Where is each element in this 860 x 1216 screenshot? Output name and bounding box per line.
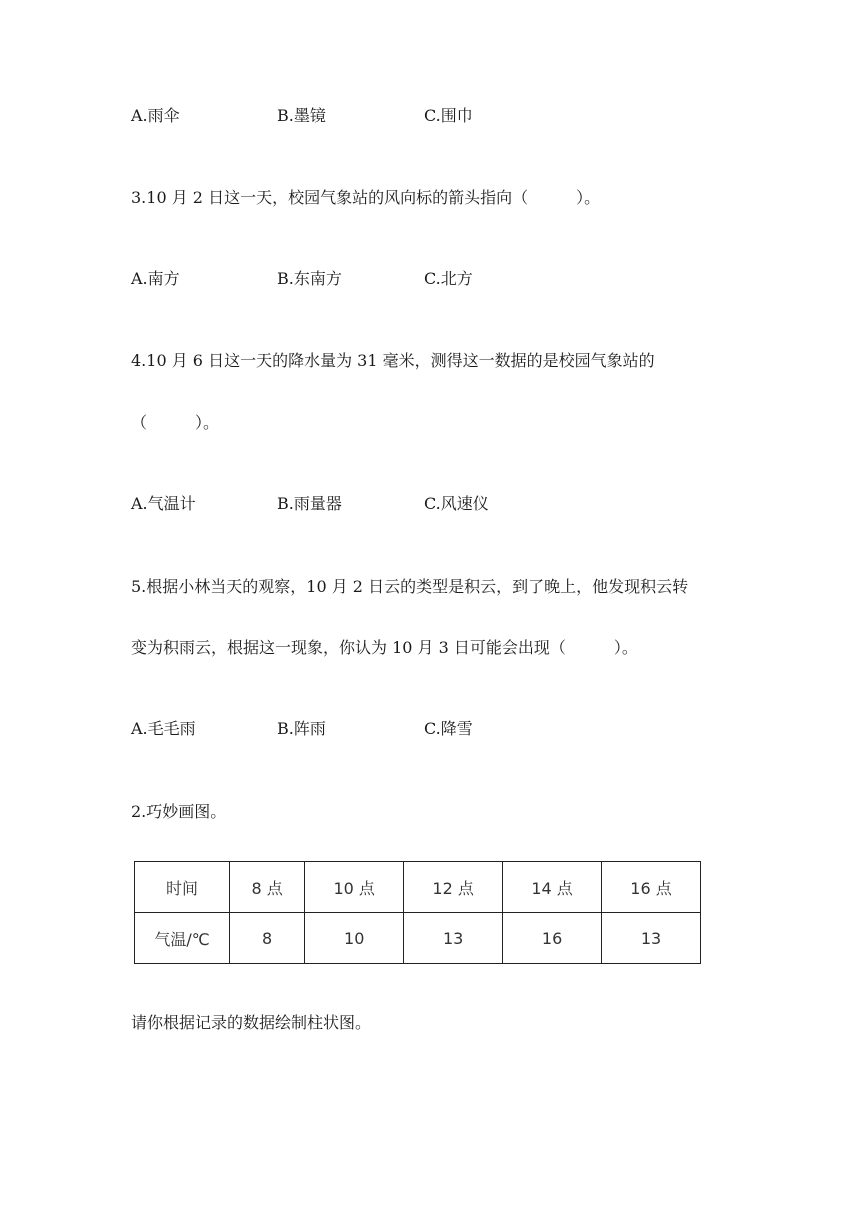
table-cell-time: 12 点 — [404, 862, 503, 913]
temperature-table — [134, 861, 701, 964]
q4-stem-line2: （ ）。 — [131, 413, 220, 432]
table-cell-time: 16 点 — [602, 862, 701, 913]
q4-stem-line1: 4.10 月 6 日这一天的降水量为 31 毫米，测得这一数据的是校园气象站的 — [131, 351, 655, 370]
table-header-temperature: 气温/℃ — [135, 913, 230, 964]
q2-option-a: A.雨伞 — [131, 106, 180, 125]
q3-option-b: B.东南方 — [277, 269, 342, 288]
q5-stem-line1: 5.根据小林当天的观察，10 月 2 日云的类型是积云，到了晚上，他发现积云转 — [131, 577, 689, 596]
table-header-time: 时间 — [135, 862, 230, 913]
q5-option-a: A.毛毛雨 — [131, 719, 196, 738]
table-cell-time: 8 点 — [230, 862, 305, 913]
q3-option-c: C.北方 — [424, 269, 473, 288]
table-cell-time: 10 点 — [305, 862, 404, 913]
section2-instruction: 请你根据记录的数据绘制柱状图。 — [131, 1013, 372, 1032]
section2-title: 2.巧妙画图。 — [131, 802, 227, 821]
table-cell-temperature: 16 — [503, 913, 602, 964]
q4-option-c: C.风速仪 — [424, 494, 489, 513]
q5-option-c: C.降雪 — [424, 719, 473, 738]
q2-option-c: C.围巾 — [424, 106, 473, 125]
q4-option-b: B.雨量器 — [277, 494, 342, 513]
table-cell-temperature: 13 — [602, 913, 701, 964]
table-row-temperature — [135, 913, 701, 964]
q2-option-b: B.墨镜 — [277, 106, 326, 125]
q5-stem-line2: 变为积雨云，根据这一现象，你认为 10 月 3 日可能会出现（ ）。 — [131, 638, 638, 657]
q3-stem: 3.10 月 2 日这一天，校园气象站的风向标的箭头指向（ ）。 — [131, 188, 601, 207]
table-cell-temperature: 8 — [230, 913, 305, 964]
table-row-time — [135, 862, 701, 913]
table-cell-temperature: 13 — [404, 913, 503, 964]
q4-option-a: A.气温计 — [131, 494, 196, 513]
q3-option-a: A.南方 — [131, 269, 180, 288]
table-cell-time: 14 点 — [503, 862, 602, 913]
table-cell-temperature: 10 — [305, 913, 404, 964]
q5-option-b: B.阵雨 — [277, 719, 326, 738]
